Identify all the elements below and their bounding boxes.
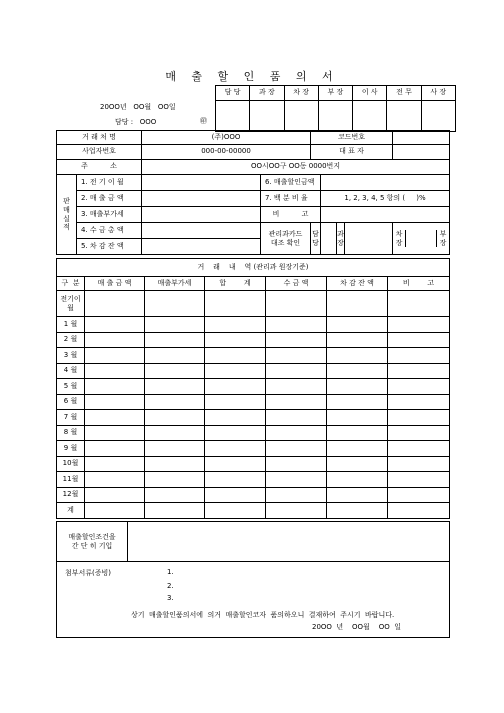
attachment-item[interactable]: 3. [167, 594, 174, 602]
cell[interactable] [327, 317, 388, 333]
perf-value-sales[interactable] [142, 191, 261, 207]
approval-sign-box[interactable] [353, 101, 387, 132]
cell[interactable] [145, 441, 205, 457]
cell[interactable] [266, 425, 327, 441]
cell[interactable] [388, 363, 450, 379]
cell[interactable] [205, 291, 266, 317]
row-label-month: 1 월 [57, 317, 85, 333]
approval-header-gm: 부 장 [318, 86, 352, 101]
cell[interactable] [388, 456, 450, 472]
check-staff-sign[interactable] [321, 223, 337, 255]
cell[interactable] [388, 317, 450, 333]
attachment-item[interactable]: 1. [167, 568, 174, 576]
cell[interactable] [205, 332, 266, 348]
ledger-header-sum: 합 계 [205, 277, 266, 291]
perf-label-vat: 3. 매출부가세 [77, 207, 142, 223]
approval-header-staff: 담 당 [216, 86, 250, 101]
cell[interactable] [85, 332, 145, 348]
row-label-month: 12월 [57, 487, 85, 503]
attachment-item[interactable]: 2. [167, 582, 174, 590]
conditions-value[interactable] [128, 522, 450, 562]
performance-side-label: 판 매 실 적 [57, 175, 77, 255]
check-manager-label: 과 장 [337, 223, 345, 255]
check-deputy-gm-sign[interactable] [393, 223, 450, 255]
note-value[interactable] [321, 207, 450, 223]
row-label-month: 8 월 [57, 425, 85, 441]
cell[interactable] [266, 332, 327, 348]
ledger-header-sales: 매 출 금 액 [85, 277, 145, 291]
row-label-month: 9 월 [57, 441, 85, 457]
perf-label-collection: 4. 수 금 총 액 [77, 223, 142, 239]
conditions-table [56, 521, 450, 562]
cell[interactable] [266, 472, 327, 488]
cell[interactable] [388, 487, 450, 503]
cell[interactable] [85, 363, 145, 379]
note-label: 비 고 [261, 207, 321, 223]
approval-header-deputy: 차 장 [284, 86, 318, 101]
perf-label-carry: 1. 전 기 이 월 [77, 175, 142, 191]
row-label-month: 11월 [57, 472, 85, 488]
table-row [57, 441, 450, 457]
approval-sign-box[interactable] [216, 101, 250, 132]
approval-sign-box[interactable] [284, 101, 318, 132]
attachments-box [56, 562, 450, 638]
cell[interactable] [327, 487, 388, 503]
row-label-month: 4 월 [57, 363, 85, 379]
cell[interactable] [85, 379, 145, 395]
check-gm-label: 부 장 [436, 230, 449, 248]
date-line: 20OO년 OO월 OO일 [100, 103, 176, 111]
cell[interactable] [266, 317, 327, 333]
cell[interactable] [327, 456, 388, 472]
cell[interactable] [388, 394, 450, 410]
cell[interactable] [205, 472, 266, 488]
perf-value-carry[interactable] [142, 175, 261, 191]
footer-date: 20OO 년 OO월 OO 일 [312, 623, 401, 631]
cell[interactable] [145, 503, 205, 519]
approval-sign-box[interactable] [250, 101, 284, 132]
document-title: 매 출 할 인 품 의 서 [165, 70, 339, 83]
ledger-table [56, 258, 450, 519]
cell[interactable] [327, 379, 388, 395]
row-label-month: 2 월 [57, 332, 85, 348]
row-label-month: 5 월 [57, 379, 85, 395]
cell[interactable] [145, 425, 205, 441]
cell[interactable] [327, 472, 388, 488]
cell[interactable] [145, 317, 205, 333]
table-row [57, 425, 450, 441]
discount-label: 6. 매출할인금액 [261, 175, 321, 191]
address-label: 주 소 [57, 160, 142, 175]
cell[interactable] [205, 441, 266, 457]
cell[interactable] [85, 503, 145, 519]
cell[interactable] [145, 410, 205, 426]
bizno-label: 사업자번호 [57, 145, 142, 160]
cell[interactable] [145, 472, 205, 488]
cell[interactable] [205, 379, 266, 395]
ceo-label: 대 표 자 [311, 145, 393, 160]
cell[interactable] [145, 332, 205, 348]
cell[interactable] [327, 394, 388, 410]
row-label-carryover: 전기이 월 [57, 291, 85, 317]
cell[interactable] [327, 291, 388, 317]
table-row [57, 317, 450, 333]
cell[interactable] [205, 487, 266, 503]
table-row [57, 332, 450, 348]
cell[interactable] [388, 291, 450, 317]
table-row [57, 487, 450, 503]
table-row [57, 472, 450, 488]
row-label-month: 6 월 [57, 394, 85, 410]
row-label-month: 10월 [57, 456, 85, 472]
approval-table [215, 85, 456, 132]
cell[interactable] [327, 425, 388, 441]
card-check-label: 관리과카드 대조 확인 [261, 223, 311, 255]
cell[interactable] [145, 456, 205, 472]
cell[interactable] [205, 503, 266, 519]
ledger-title: 거 래 내 역 (관리과 원장기준) [57, 259, 450, 277]
cell[interactable] [327, 348, 388, 364]
cell[interactable] [85, 472, 145, 488]
table-row [57, 394, 450, 410]
cell[interactable] [205, 363, 266, 379]
perf-label-sales: 2. 매 출 금 액 [77, 191, 142, 207]
cell[interactable] [266, 291, 327, 317]
client-label: 거 래 처 명 [57, 131, 142, 145]
cell[interactable] [205, 348, 266, 364]
table-row [57, 348, 450, 364]
cell[interactable] [85, 317, 145, 333]
approval-header-manager: 과 장 [250, 86, 284, 101]
cell[interactable] [145, 363, 205, 379]
cell[interactable] [145, 379, 205, 395]
person-line: 담당 : OOO [115, 118, 157, 126]
ledger-header-division: 구 분 [57, 277, 85, 291]
cell[interactable] [388, 332, 450, 348]
perf-value-vat[interactable] [142, 207, 261, 223]
row-label-month: 3 월 [57, 348, 85, 364]
table-row [57, 291, 450, 317]
cell[interactable] [205, 456, 266, 472]
cell[interactable] [327, 410, 388, 426]
code-value[interactable] [393, 131, 450, 145]
check-deputy-label: 차 장 [393, 230, 406, 248]
cell[interactable] [388, 379, 450, 395]
cell[interactable] [266, 394, 327, 410]
bizno-value[interactable]: 000-00-00000 [142, 145, 311, 160]
cell[interactable] [266, 363, 327, 379]
table-row [57, 503, 450, 519]
approval-statement: 상기 매출할인품의서에 의거 매출할인코자 품의하오니 결재하여 주시기 바랍니다. [131, 611, 395, 619]
row-label-total: 계 [57, 503, 85, 519]
ledger-header-note: 비 고 [388, 277, 450, 291]
cell[interactable] [205, 425, 266, 441]
percent-label: 7. 백 분 비 율 [261, 191, 321, 207]
table-row [57, 379, 450, 395]
table-row [57, 363, 450, 379]
cell[interactable] [388, 503, 450, 519]
cell[interactable] [85, 291, 145, 317]
cell[interactable] [266, 379, 327, 395]
table-row [57, 456, 450, 472]
cell[interactable] [85, 456, 145, 472]
address-value[interactable]: OO시OO구 OO동 0000번지 [142, 160, 450, 175]
row-label-month: 7 월 [57, 410, 85, 426]
cell[interactable] [85, 487, 145, 503]
perf-label-balance: 5. 차 감 잔 액 [77, 239, 142, 255]
approval-header-president: 사 장 [421, 86, 455, 101]
cell[interactable] [388, 348, 450, 364]
cell[interactable] [327, 441, 388, 457]
cell[interactable] [145, 348, 205, 364]
cell[interactable] [266, 441, 327, 457]
approval-header-director: 이 사 [353, 86, 387, 101]
cell[interactable] [145, 394, 205, 410]
cell[interactable] [85, 425, 145, 441]
approval-sign-box[interactable] [421, 101, 455, 132]
discount-value[interactable] [321, 175, 450, 191]
cell[interactable] [145, 291, 205, 317]
code-label: 코드번호 [311, 131, 393, 145]
cell[interactable] [205, 317, 266, 333]
cell[interactable] [266, 503, 327, 519]
ceo-value[interactable] [393, 145, 450, 160]
cell[interactable] [145, 487, 205, 503]
cell[interactable] [388, 441, 450, 457]
perf-value-collection[interactable] [142, 223, 261, 239]
cell[interactable] [266, 456, 327, 472]
attachments-label: 첨부서류(증빙) [65, 569, 112, 577]
check-manager-sign[interactable] [345, 223, 393, 255]
cell[interactable] [205, 410, 266, 426]
cell[interactable] [85, 348, 145, 364]
cell[interactable] [85, 410, 145, 426]
seal-mark: ㊞ [200, 117, 207, 125]
perf-value-balance[interactable] [142, 239, 261, 255]
cell[interactable] [327, 503, 388, 519]
conditions-label: 매출할인조건을 간 단 히 기입 [57, 522, 128, 562]
approval-header-executive: 전 무 [387, 86, 421, 101]
cell[interactable] [266, 487, 327, 503]
client-value[interactable]: (주)OOO [142, 131, 311, 145]
cell[interactable] [85, 394, 145, 410]
cell[interactable] [327, 363, 388, 379]
approval-sign-box[interactable] [318, 101, 352, 132]
cell[interactable] [266, 348, 327, 364]
cell[interactable] [327, 332, 388, 348]
cell[interactable] [388, 425, 450, 441]
table-row [57, 410, 450, 426]
main-form [56, 130, 450, 255]
check-staff-label: 담 당 [311, 223, 321, 255]
cell[interactable] [388, 410, 450, 426]
approval-sign-box[interactable] [387, 101, 421, 132]
cell[interactable] [266, 410, 327, 426]
cell[interactable] [205, 394, 266, 410]
cell[interactable] [85, 441, 145, 457]
cell[interactable] [388, 472, 450, 488]
ledger-header-collection: 수 금 액 [266, 277, 327, 291]
percent-value[interactable]: 1, 2, 3, 4, 5 항의 ( )% [321, 191, 450, 207]
ledger-header-balance: 차 감 잔 액 [327, 277, 388, 291]
ledger-header-vat: 매출부가세 [145, 277, 205, 291]
